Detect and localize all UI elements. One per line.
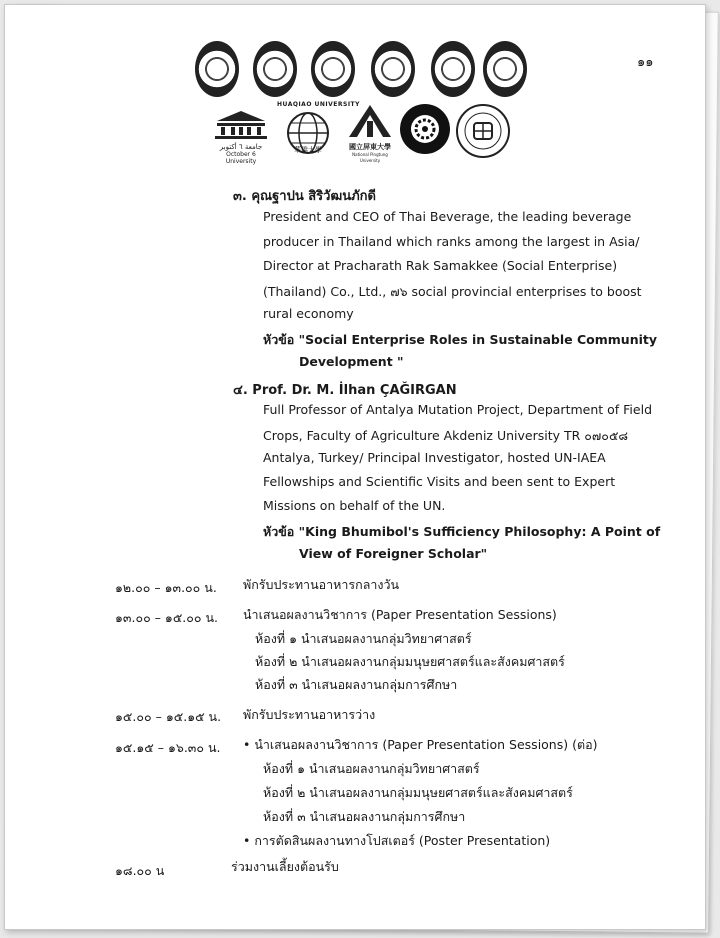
speaker-bio-line: rural economy bbox=[263, 306, 354, 321]
speaker-topic: หัวข้อ "Social Enterprise Roles in Sustainable Community bbox=[263, 332, 658, 347]
speaker-topic: หัวข้อ "King Bhumibol's Sufficiency Philosophy: A Point of bbox=[263, 524, 661, 539]
schedule-room: ห้องที่ ๒ นำเสนอผลงานกลุ่มมนุษยศาสตร์และสังคมศาสตร์ bbox=[263, 785, 573, 800]
huaqiao-chinese-name: 華僑大學 bbox=[294, 146, 322, 154]
speaker-bio-line: Director at Pracharath Rak Samakkee (Social Enterprise) bbox=[263, 258, 618, 273]
speaker-heading: ๔. Prof. Dr. M. İlhan ÇAĞIRGAN bbox=[233, 383, 457, 398]
university-seal-icon bbox=[195, 41, 239, 97]
schedule-time: ๑๘.๐๐ น bbox=[115, 863, 165, 878]
national-pingtung-university-logo bbox=[345, 103, 395, 161]
schedule-room: ห้องที่ ๒ นำเสนอผลงานกลุ่มมนุษยศาสตร์และสังคมศาสตร์ bbox=[255, 654, 565, 669]
university-seal-icon bbox=[371, 41, 415, 97]
pingtung-english-name: National Pingtung University bbox=[352, 152, 388, 163]
document-page bbox=[4, 4, 706, 930]
schedule-time: ๑๒.๐๐ – ๑๓.๐๐ น. bbox=[115, 580, 217, 595]
schedule-time: ๑๕.๐๐ – ๑๕.๑๕ น. bbox=[115, 709, 222, 724]
speaker-bio-line: Full Professor of Antalya Mutation Project, Department of Field bbox=[263, 402, 653, 417]
university-seal-icon bbox=[311, 41, 355, 97]
schedule-time: ๑๕.๑๕ – ๑๖.๓๐ น. bbox=[115, 740, 221, 755]
october-name: October 6 University bbox=[225, 151, 257, 165]
pingtung-chinese-name: 國立屏東大學 bbox=[349, 143, 391, 151]
huaqiao-arc-text: HUAQIAO UNIVERSITY bbox=[277, 101, 360, 108]
schedule-room: ห้องที่ ๑ นำเสนอผลงานกลุ่มวิทยาศาสตร์ bbox=[263, 761, 480, 776]
speaker-bio-line: Fellowships and Scientific Visits and been sent to Expert bbox=[263, 474, 616, 489]
schedule-item: พักรับประทานอาหารกลางวัน bbox=[243, 577, 400, 592]
university-seal-icon bbox=[253, 41, 297, 97]
speaker-bio-line: Crops, Faculty of Agriculture Akdeniz University TR ๐๗๐๕๘ bbox=[263, 428, 629, 443]
speaker-bio-line: (Thailand) Co., Ltd., ๗๖ social provincial enterprises to boost bbox=[263, 284, 642, 299]
gear-seal-logo bbox=[399, 103, 451, 155]
speaker-bio-line: President and CEO of Thai Beverage, the leading beverage bbox=[263, 209, 632, 224]
schedule-item: นำเสนอผลงานวิชาการ (Paper Presentation Sessions) bbox=[243, 607, 557, 622]
speaker-bio-line: Antalya, Turkey/ Principal Investigator, hosted UN-IAEA bbox=[263, 450, 606, 465]
speaker-topic: View of Foreigner Scholar" bbox=[299, 546, 488, 561]
schedule-item: • นำเสนอผลงานวิชาการ (Paper Presentation Sessions) (ต่อ) bbox=[243, 737, 598, 752]
schedule-room: ห้องที่ ๓ นำเสนอผลงานกลุ่มการศึกษา bbox=[255, 677, 458, 692]
speaker-bio-line: producer in Thailand which ranks among the largest in Asia/ bbox=[263, 234, 640, 249]
october-caption: جامعة ٦ أكتوبر bbox=[219, 143, 263, 151]
huaqiao-university-logo bbox=[277, 101, 360, 159]
page-number: ๑๑ bbox=[637, 55, 654, 70]
round-university-seal-logo bbox=[455, 103, 511, 159]
speaker-bio-line: Missions on behalf of the UN. bbox=[263, 498, 446, 513]
university-seal-icon bbox=[431, 41, 475, 97]
speaker-topic: Development " bbox=[299, 354, 404, 369]
schedule-room: ห้องที่ ๑ นำเสนอผลงานกลุ่มวิทยาศาสตร์ bbox=[255, 631, 472, 646]
october-6-university-logo bbox=[211, 107, 271, 165]
schedule-item: • การตัดสินผลงานทางโปสเตอร์ (Poster Presentation) bbox=[243, 833, 551, 848]
speaker-heading: ๓. คุณฐาปน สิริวัฒนภักดี bbox=[233, 189, 376, 204]
schedule-time: ๑๓.๐๐ – ๑๕.๐๐ น. bbox=[115, 610, 219, 625]
university-seal-icon bbox=[483, 41, 527, 97]
schedule-item: ร่วมงานเลี้ยงต้อนรับ bbox=[231, 859, 339, 874]
schedule-room: ห้องที่ ๓ นำเสนอผลงานกลุ่มการศึกษา bbox=[263, 809, 466, 824]
schedule-item: พักรับประทานอาหารว่าง bbox=[243, 707, 376, 722]
